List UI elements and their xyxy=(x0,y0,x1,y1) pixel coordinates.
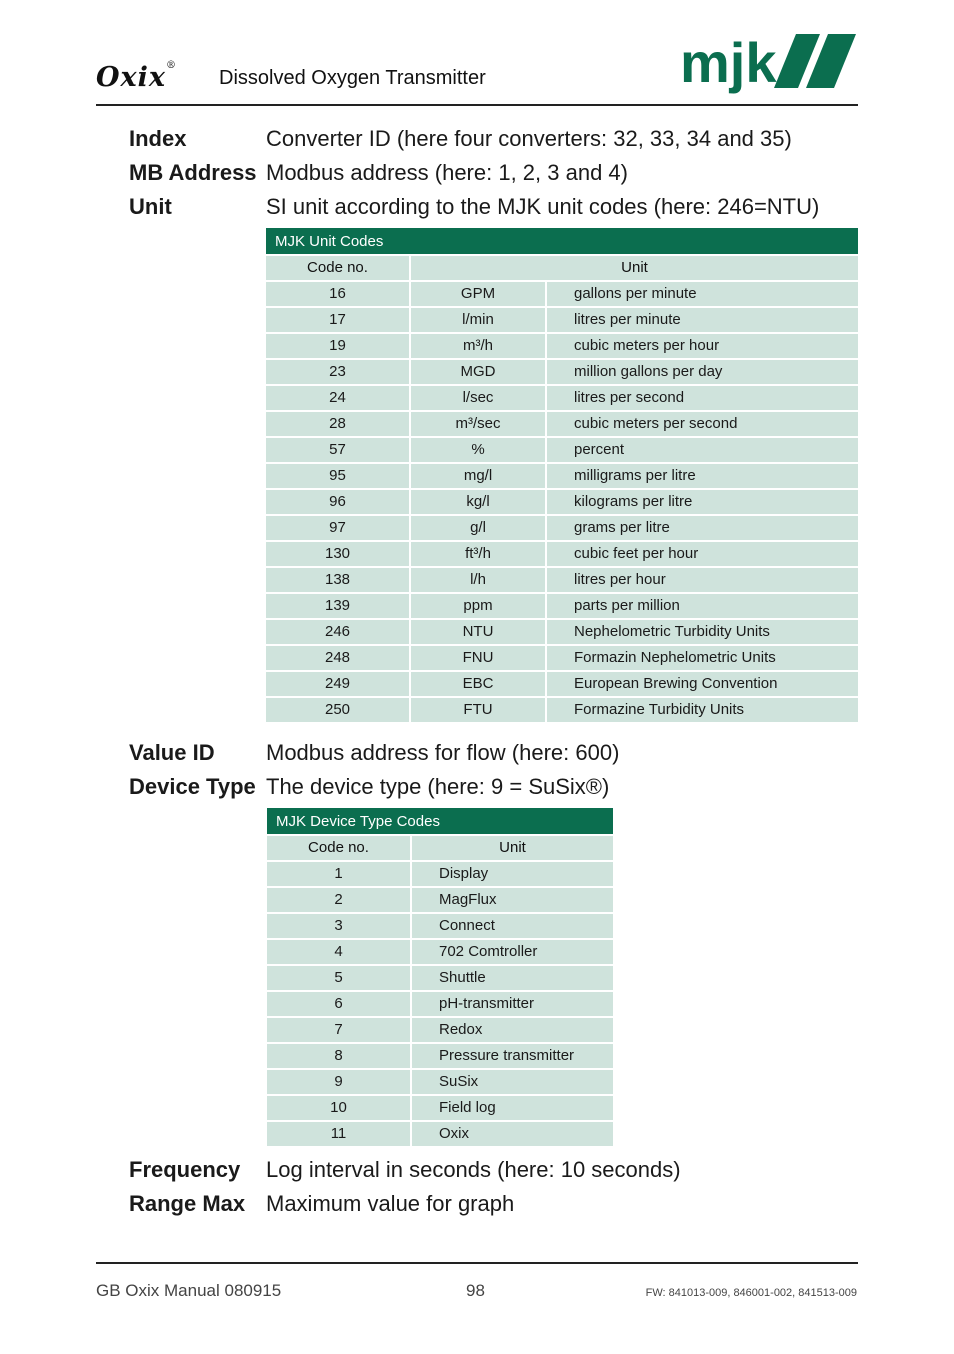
description: The device type (here: 9 = SuSix®) xyxy=(266,774,610,799)
cell-device-name: Display xyxy=(412,862,613,886)
cell-unit-symbol: kg/l xyxy=(411,490,545,514)
cell-unit-name: Nephelometric Turbidity Units xyxy=(547,620,858,644)
cell-unit-symbol: m³/sec xyxy=(411,412,545,436)
cell-code: 248 xyxy=(266,646,409,670)
cell-device-name: Redox xyxy=(412,1018,613,1042)
cell-code: 23 xyxy=(266,360,409,384)
cell-code: 11 xyxy=(267,1122,410,1146)
table-row xyxy=(266,412,858,436)
cell-unit-symbol: EBC xyxy=(411,672,545,696)
cell-unit-symbol: mg/l xyxy=(411,464,545,488)
cell-code: 9 xyxy=(267,1070,410,1094)
cell-unit-name: Formazin Nephelometric Units xyxy=(547,646,858,670)
document-title: Dissolved Oxygen Transmitter xyxy=(219,67,486,89)
cell-unit-name: milligrams per litre xyxy=(547,464,858,488)
table-row xyxy=(266,490,858,514)
table-row xyxy=(266,620,858,644)
cell-unit-name: cubic meters per second xyxy=(547,412,858,436)
cell-code: 138 xyxy=(266,568,409,592)
cell-code: 7 xyxy=(267,1018,410,1042)
cell-code: 4 xyxy=(267,940,410,964)
term: Range Max xyxy=(129,1191,246,1216)
cell-code: 28 xyxy=(266,412,409,436)
cell-unit-name: cubic meters per hour xyxy=(547,334,858,358)
cell-unit-name: litres per second xyxy=(547,386,858,410)
footer-manual-name: GB Oxix Manual 080915 xyxy=(96,1281,282,1300)
column-header-unit: Unit xyxy=(411,256,858,280)
cell-code: 95 xyxy=(266,464,409,488)
cell-unit-symbol: FTU xyxy=(411,698,545,722)
description: Maximum value for graph xyxy=(266,1191,515,1216)
table-row xyxy=(266,360,858,384)
table-caption: MJK Device Type Codes xyxy=(267,808,613,834)
cell-device-name: Pressure transmitter xyxy=(412,1044,613,1068)
cell-code: 2 xyxy=(267,888,410,912)
cell-unit-symbol: l/sec xyxy=(411,386,545,410)
cell-code: 5 xyxy=(267,966,410,990)
table-row xyxy=(266,542,858,566)
cell-unit-symbol: NTU xyxy=(411,620,545,644)
table-row xyxy=(266,464,858,488)
cell-device-name: pH-transmitter xyxy=(412,992,613,1016)
cell-device-name: SuSix xyxy=(412,1070,613,1094)
cell-unit-name: litres per hour xyxy=(547,568,858,592)
page-number: 98 xyxy=(466,1281,485,1300)
cell-code: 97 xyxy=(266,516,409,540)
cell-unit-name: grams per litre xyxy=(547,516,858,540)
footer-rule xyxy=(96,1262,858,1264)
cell-unit-name: kilograms per litre xyxy=(547,490,858,514)
table-row xyxy=(267,1044,613,1068)
description: Modbus address (here: 1, 2, 3 and 4) xyxy=(266,160,628,185)
cell-unit-name: million gallons per day xyxy=(547,360,858,384)
header-rule xyxy=(96,104,858,106)
cell-code: 10 xyxy=(267,1096,410,1120)
cell-code: 130 xyxy=(266,542,409,566)
table-row xyxy=(266,308,858,332)
cell-code: 96 xyxy=(266,490,409,514)
cell-code: 1 xyxy=(267,862,410,886)
term: Device Type xyxy=(129,774,256,799)
cell-unit-name: percent xyxy=(547,438,858,462)
table-row xyxy=(267,940,613,964)
table-row xyxy=(266,646,858,670)
table-row xyxy=(266,698,858,722)
unit-codes-table xyxy=(264,226,860,724)
cell-code: 249 xyxy=(266,672,409,696)
description: SI unit according to the MJK unit codes (here: 246=NTU) xyxy=(266,194,820,219)
table-row xyxy=(267,1122,613,1146)
footer-firmware: FW: 841013-009, 846001-002, 841513-009 xyxy=(645,1287,857,1299)
term: Value ID xyxy=(129,740,215,765)
table-row xyxy=(266,438,858,462)
svg-text:mjk: mjk xyxy=(680,31,777,94)
cell-device-name: Shuttle xyxy=(412,966,613,990)
table-row xyxy=(266,334,858,358)
cell-unit-symbol: GPM xyxy=(411,282,545,306)
cell-unit-name: cubic feet per hour xyxy=(547,542,858,566)
cell-code: 8 xyxy=(267,1044,410,1068)
table-row xyxy=(267,1070,613,1094)
table-row xyxy=(266,282,858,306)
cell-unit-symbol: g/l xyxy=(411,516,545,540)
cell-code: 139 xyxy=(266,594,409,618)
column-header-code: Code no. xyxy=(267,836,410,860)
cell-code: 16 xyxy=(266,282,409,306)
table-row xyxy=(266,516,858,540)
cell-unit-name: Formazine Turbidity Units xyxy=(547,698,858,722)
table-row xyxy=(267,914,613,938)
table-row xyxy=(267,1018,613,1042)
cell-unit-symbol: ppm xyxy=(411,594,545,618)
table-row xyxy=(267,966,613,990)
device-type-codes-table xyxy=(265,806,615,1148)
mjk-logo xyxy=(678,30,858,102)
table-row xyxy=(266,568,858,592)
page-header xyxy=(96,30,858,106)
cell-unit-name: litres per minute xyxy=(547,308,858,332)
cell-unit-name: gallons per minute xyxy=(547,282,858,306)
cell-device-name: Connect xyxy=(412,914,613,938)
description: Modbus address for flow (here: 600) xyxy=(266,740,620,765)
cell-unit-name: European Brewing Convention xyxy=(547,672,858,696)
table-row xyxy=(266,672,858,696)
cell-unit-symbol: % xyxy=(411,438,545,462)
table-row xyxy=(266,386,858,410)
cell-unit-name: parts per million xyxy=(547,594,858,618)
term: Unit xyxy=(129,194,172,219)
cell-code: 6 xyxy=(267,992,410,1016)
description: Converter ID (here four converters: 32, 33, 34 and 35) xyxy=(266,126,792,151)
cell-unit-symbol: m³/h xyxy=(411,334,545,358)
term: Frequency xyxy=(129,1157,241,1182)
term: MB Address xyxy=(129,160,257,185)
cell-code: 24 xyxy=(266,386,409,410)
column-header-code: Code no. xyxy=(266,256,409,280)
cell-code: 19 xyxy=(266,334,409,358)
cell-code: 250 xyxy=(266,698,409,722)
cell-unit-symbol: l/h xyxy=(411,568,545,592)
cell-code: 3 xyxy=(267,914,410,938)
column-header-unit: Unit xyxy=(412,836,613,860)
cell-code: 17 xyxy=(266,308,409,332)
term: Index xyxy=(129,126,187,151)
cell-unit-symbol: l/min xyxy=(411,308,545,332)
brand-logo: Oxix® xyxy=(96,60,177,93)
table-caption: MJK Unit Codes xyxy=(266,228,858,254)
cell-device-name: Field log xyxy=(412,1096,613,1120)
cell-unit-symbol: ft³/h xyxy=(411,542,545,566)
cell-device-name: Oxix xyxy=(412,1122,613,1146)
cell-code: 57 xyxy=(266,438,409,462)
cell-unit-symbol: FNU xyxy=(411,646,545,670)
table-row xyxy=(267,888,613,912)
cell-device-name: MagFlux xyxy=(412,888,613,912)
description: Log interval in seconds (here: 10 seconds) xyxy=(266,1157,681,1182)
cell-unit-symbol: MGD xyxy=(411,360,545,384)
cell-device-name: 702 Comtroller xyxy=(412,940,613,964)
cell-code: 246 xyxy=(266,620,409,644)
table-row xyxy=(267,862,613,886)
table-row xyxy=(267,992,613,1016)
table-row xyxy=(267,1096,613,1120)
table-row xyxy=(266,594,858,618)
